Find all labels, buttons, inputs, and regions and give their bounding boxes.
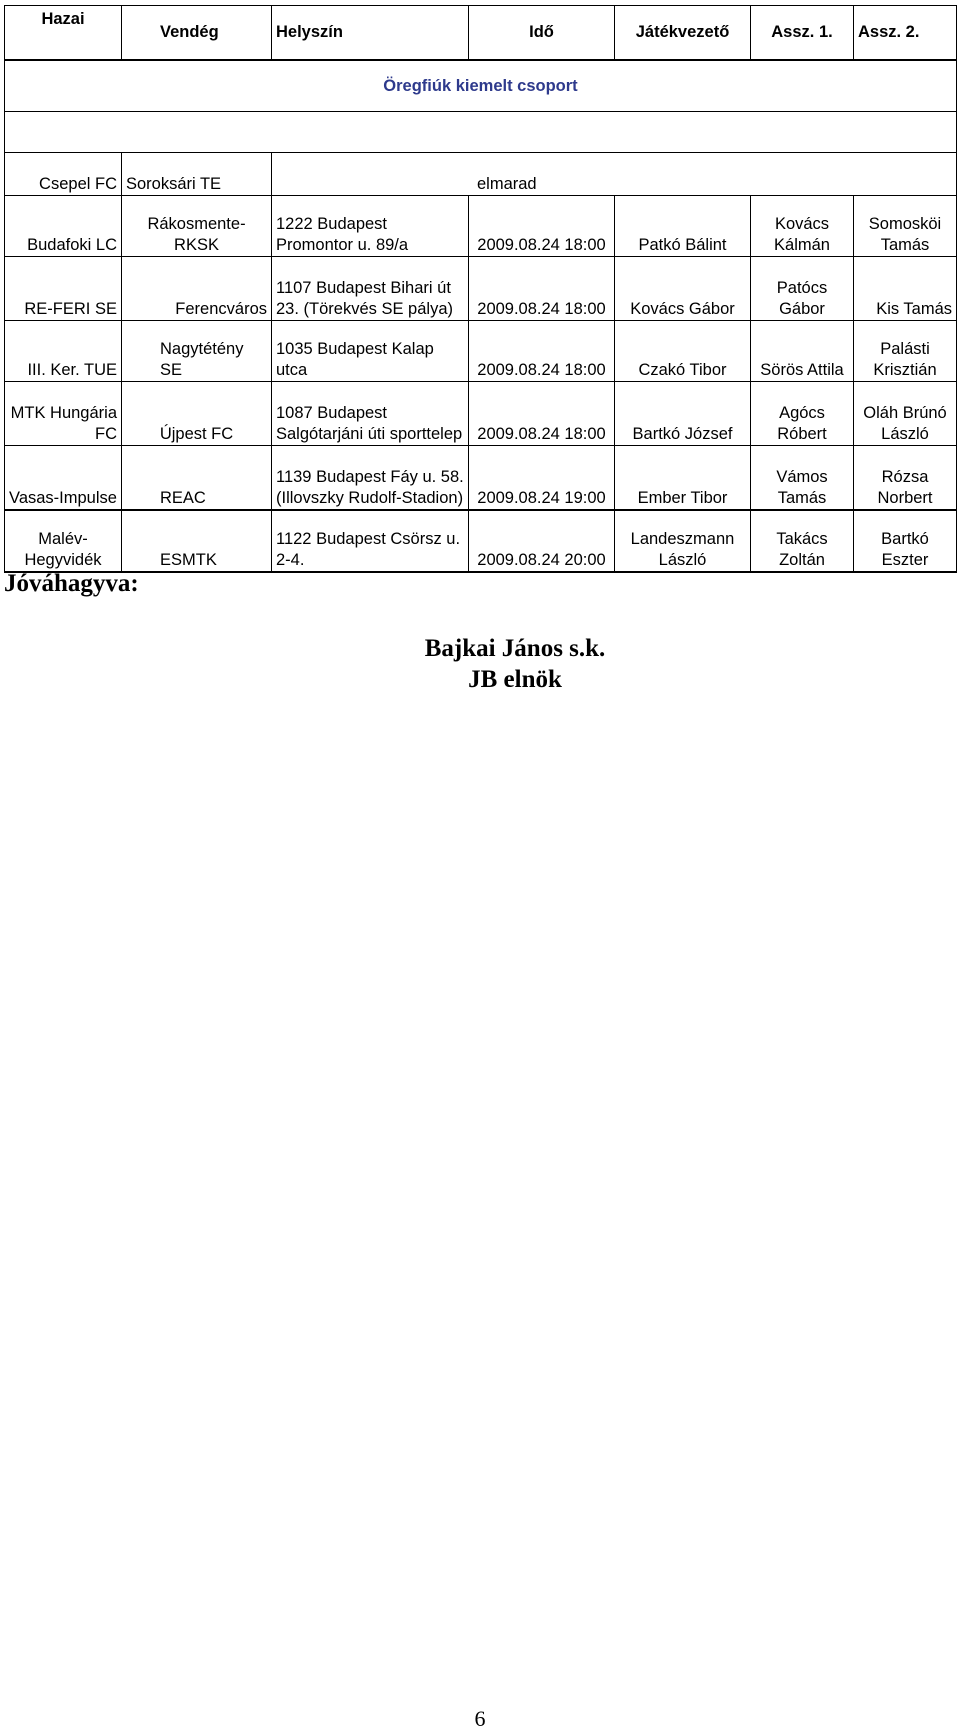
match-away-label: ESMTK — [160, 550, 217, 569]
match-referee: Kovács Gábor — [615, 257, 751, 321]
match-home: III. Ker. TUE — [5, 321, 122, 382]
match-time: 2009.08.24 18:00 — [469, 257, 615, 321]
header-row — [5, 6, 957, 61]
match-venue: 1035 Budapest Kalap utca — [272, 321, 469, 382]
match-home: Budafoki LC — [5, 196, 122, 257]
match-away — [122, 446, 272, 510]
match-home: Vasas-Impulse — [5, 446, 122, 510]
match-assistant2: Rózsa Norbert — [854, 446, 957, 510]
header-referee: Játékvezető — [615, 6, 751, 61]
header-venue: Helyszín — [272, 6, 469, 61]
header-assistant2: Assz. 2. — [854, 6, 957, 61]
match-assistant2: Kis Tamás — [854, 257, 957, 321]
header-away-label: Vendég — [160, 23, 219, 41]
match-home: RE-FERI SE — [5, 257, 122, 321]
match-referee: Landeszmann László — [615, 510, 751, 572]
table-row — [5, 257, 957, 321]
match-away: Ferencváros — [122, 257, 272, 321]
match-home: MTK Hungária FC — [5, 382, 122, 446]
match-away: Újpest FC — [122, 382, 272, 446]
match-referee: Czakó Tibor — [615, 321, 751, 382]
signature-name: Bajkai János s.k. — [424, 635, 606, 662]
match-assistant1: Takács Zoltán — [751, 510, 854, 572]
match-time: 2009.08.24 18:00 — [469, 196, 615, 257]
match-assistant1: Kovács Kálmán — [751, 196, 854, 257]
table-row — [5, 446, 957, 510]
cancelled-status-cell — [272, 153, 957, 196]
match-venue: 1087 Budapest Salgótarjáni úti sporttelep — [272, 382, 469, 446]
match-assistant1: Patócs Gábor — [751, 257, 854, 321]
group-title: Öregfiúk kiemelt csoport — [5, 60, 957, 112]
match-assistant2: Palásti Krisztián — [854, 321, 957, 382]
match-venue: 1139 Budapest Fáy u. 58. (Illovszky Rudolf-Stadion) — [272, 446, 469, 510]
match-referee: Ember Tibor — [615, 446, 751, 510]
match-assistant1: Sörös Attila — [751, 321, 854, 382]
match-away — [122, 510, 272, 572]
table-row — [5, 382, 957, 446]
match-away — [122, 321, 272, 382]
match-away-label: Nagytétény SE — [160, 340, 244, 379]
header-time: Idő — [469, 6, 615, 61]
signature-block — [310, 633, 720, 695]
match-assistant1: Vámos Tamás — [751, 446, 854, 510]
cancelled-status: elmarad — [477, 175, 537, 193]
approved-label: Jóváhagyva: — [4, 570, 139, 597]
match-assistant2: Oláh Brúnó László — [854, 382, 957, 446]
page-number: 6 — [474, 1706, 486, 1731]
signature-title: JB elnök — [468, 666, 562, 693]
cancelled-match-row — [5, 153, 957, 196]
match-referee: Bartkó József — [615, 382, 751, 446]
table-row — [5, 321, 957, 382]
match-assistant2: Bartkó Eszter — [854, 510, 957, 572]
match-referee: Patkó Bálint — [615, 196, 751, 257]
match-away-label: REAC — [160, 488, 206, 507]
match-assistant2: Somosköi Tamás — [854, 196, 957, 257]
header-home: Hazai — [5, 6, 122, 61]
match-time: 2009.08.24 18:00 — [469, 382, 615, 446]
header-away — [122, 6, 272, 61]
match-schedule-table — [4, 5, 957, 573]
match-venue: 1122 Budapest Csörsz u. 2-4. — [272, 510, 469, 572]
match-venue: 1222 Budapest Promontor u. 89/a — [272, 196, 469, 257]
header-assistant1: Assz. 1. — [751, 6, 854, 61]
match-time: 2009.08.24 19:00 — [469, 446, 615, 510]
cancelled-away: Soroksári TE — [122, 153, 272, 196]
match-home: Malév-Hegyvidék — [5, 510, 122, 572]
match-assistant1: Agócs Róbert — [751, 382, 854, 446]
spacer-cell — [5, 112, 957, 153]
match-time: 2009.08.24 20:00 — [469, 510, 615, 572]
table-row — [5, 510, 957, 572]
match-time: 2009.08.24 18:00 — [469, 321, 615, 382]
cancelled-home: Csepel FC — [5, 153, 122, 196]
match-venue: 1107 Budapest Bihari út 23. (Törekvés SE pálya) — [272, 257, 469, 321]
spacer-row — [5, 112, 957, 153]
match-away: Rákosmente-RKSK — [122, 196, 272, 257]
table-row — [5, 196, 957, 257]
group-row — [5, 60, 957, 112]
